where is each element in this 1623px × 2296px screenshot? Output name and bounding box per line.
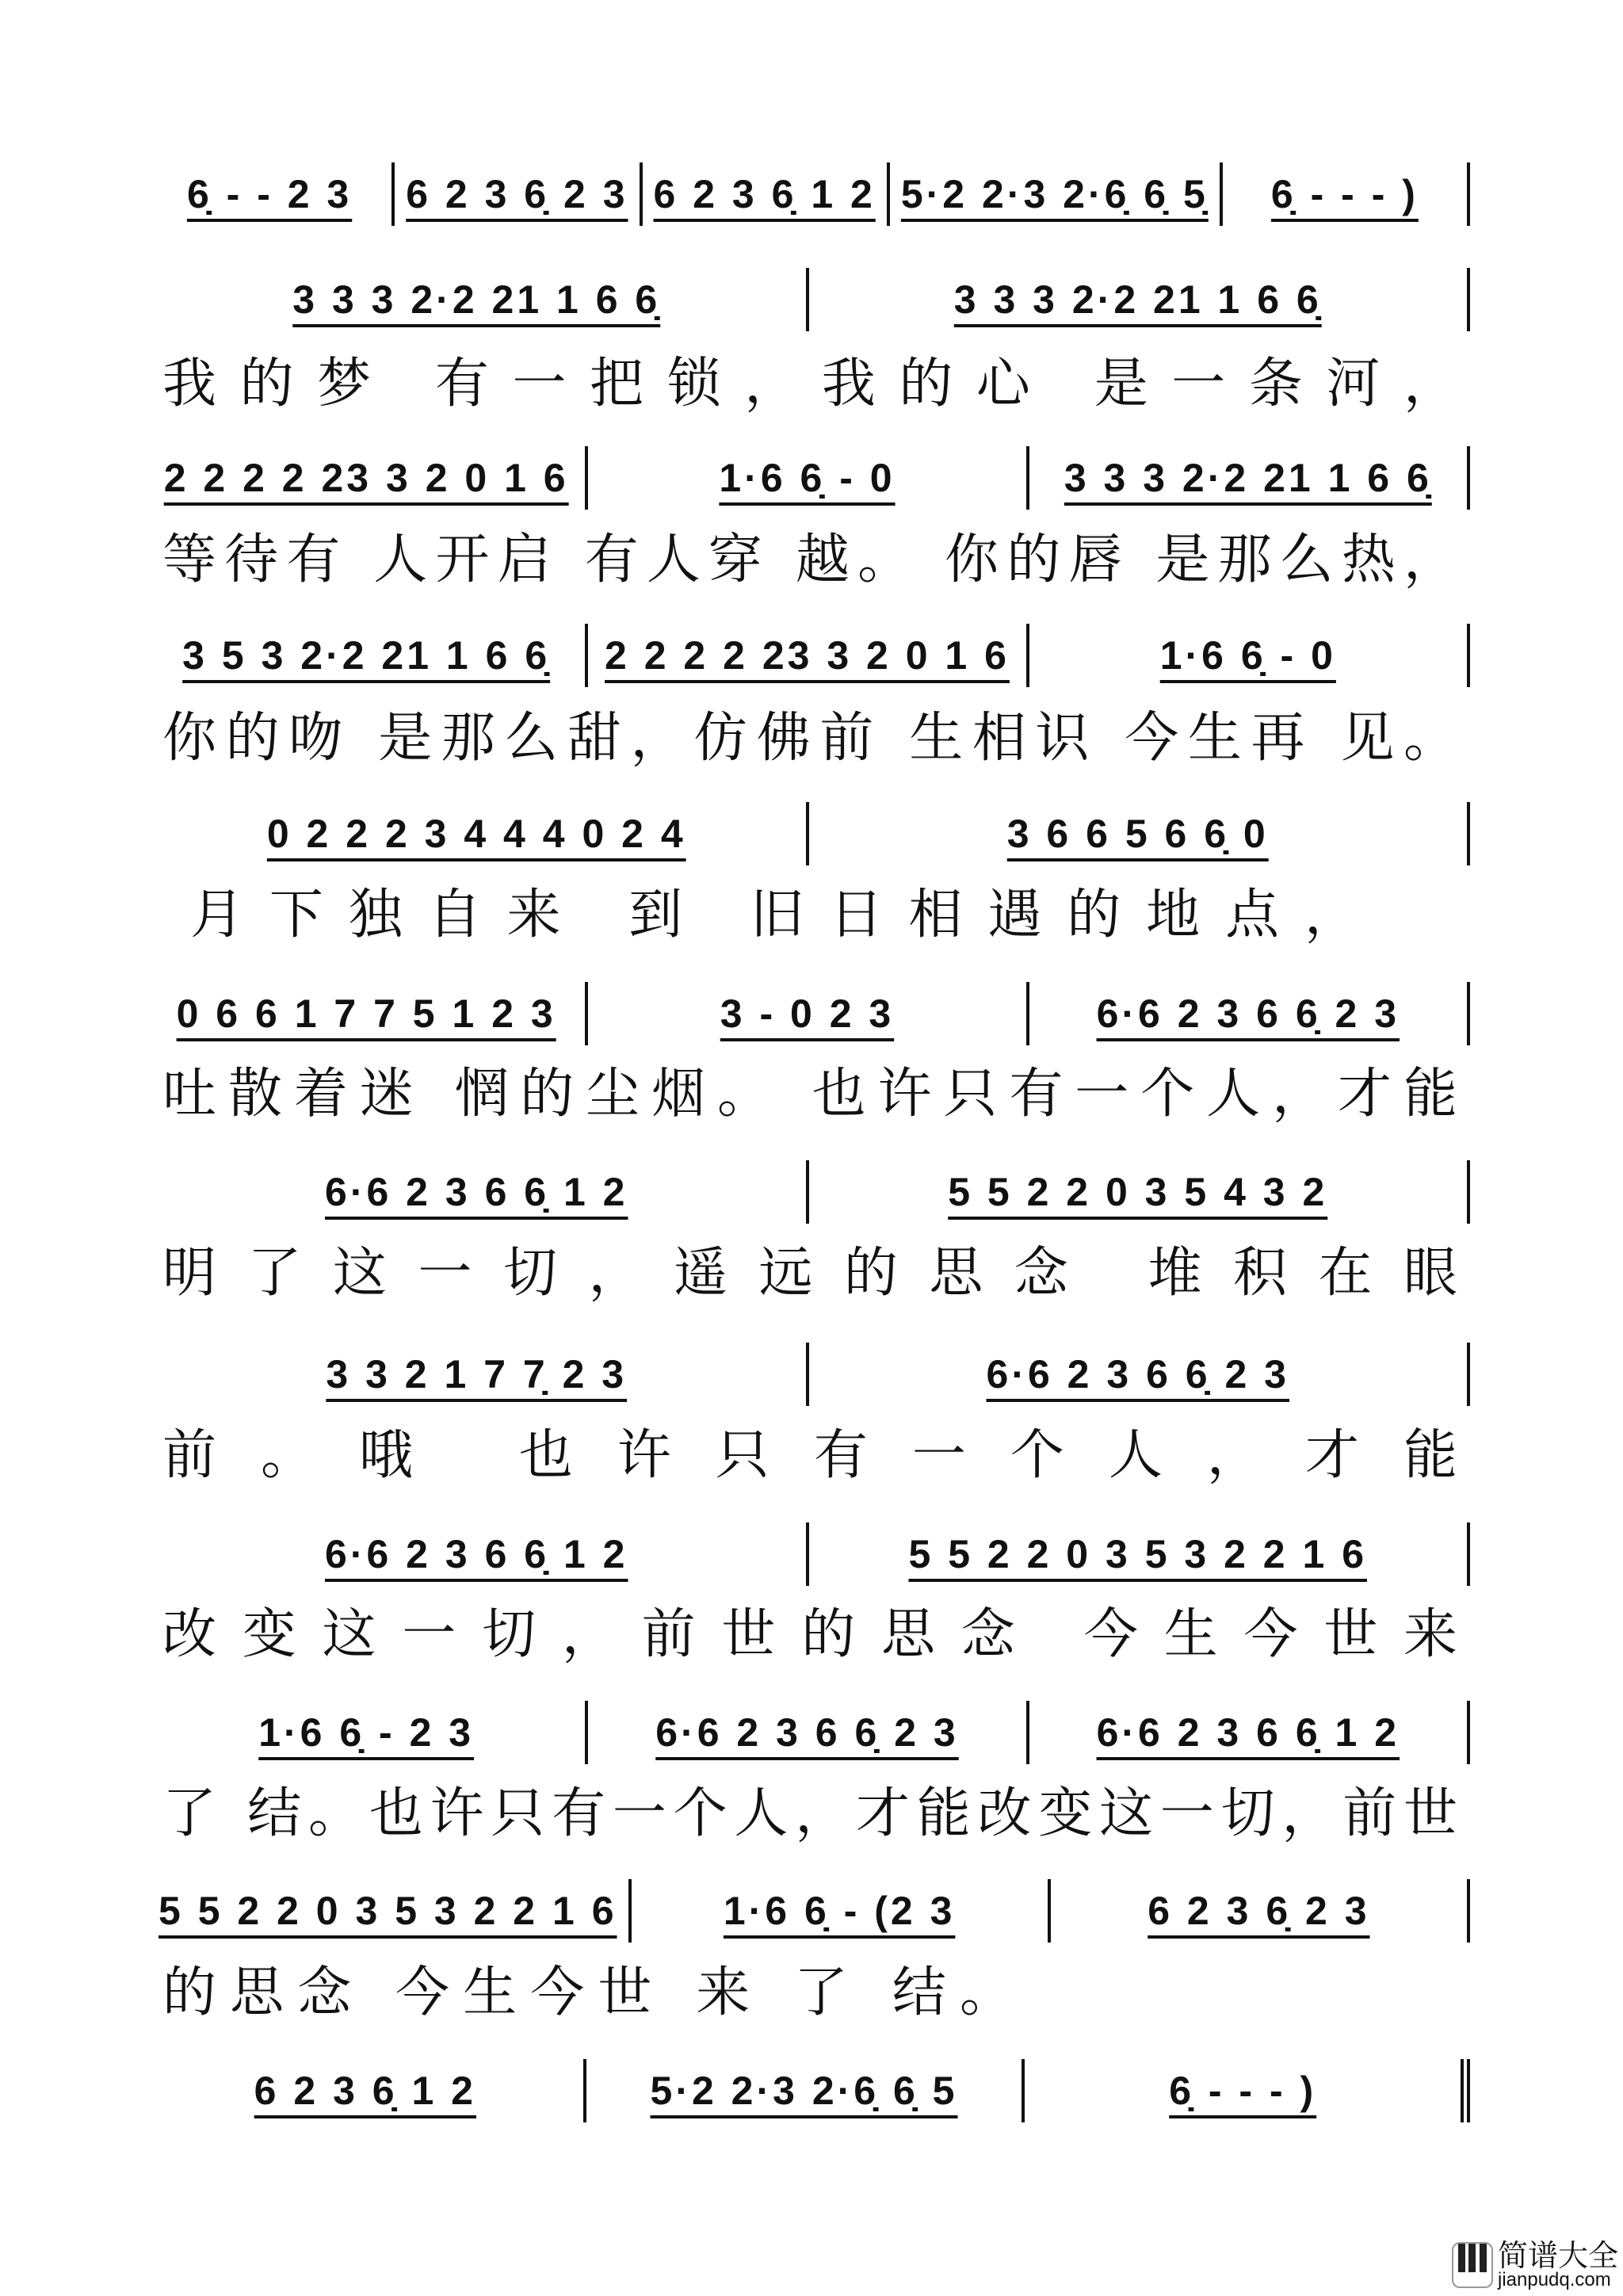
measure: 6·6 2 3 6 6̣ 2 3 [1029,982,1470,1045]
measure: 1·6 6̣ - 0 [588,446,1029,510]
notation-line-5 [158,802,1470,865]
notation-line-6 [158,982,1470,1045]
measure: 5 5 2 2 0 3 5 3 2 2 1 6 [809,1522,1471,1586]
lyric-line-6: 明了这一切，遥远的思念 堆积在眼 [162,1242,1462,1305]
measure: 6·6 2 3 6 6̣ 1 2 [158,1160,809,1224]
measure: 3 3 3 2·2 21 1 6 6̣ [809,268,1471,331]
measure: 5·2 2·3 2·6̣ 6̣ 5̣ [890,162,1223,226]
notation-line-9 [158,1522,1470,1586]
measure: 3 5 3 2·2 21 1 6 6̣ [158,624,588,687]
lyric-line-2: 等待有 人开启 有人穿 越。 你的唇 是那么热， [162,529,1462,591]
lyric-line-9: 了 结。也许只有一个人，才能改变这一切，前世 [162,1782,1462,1845]
measure: 1·6 6̣ - (2 3 [632,1879,1051,1943]
measure: 2 2 2 2 23 3 2 0 1 6 [158,446,588,510]
measure: 5 5 2 2 0 3 5 4 3 2 [809,1160,1471,1224]
measure: 6 2 3 6̣ 1 2 [158,2059,586,2122]
logo-url: jianpudq.com [1497,2269,1611,2290]
measure: 1·6 6̣ - 2 3 [158,1701,588,1764]
measure: 3 6 6 5 6 6̣ 0 [809,802,1471,865]
measure: 6 2 3 6̣ 2 3 [1051,1879,1470,1943]
measure: 0 6 6 1 7 7 5 1 2 3 [158,982,588,1045]
measure: 6 2 3 6̣ 1 2 [643,162,890,226]
lyric-line-10: 的思念 今生今世 来 了 结。 [162,1962,1018,2024]
measure: 6·6 2 3 6 6̣ 1 2 [1029,1701,1470,1764]
measure: 6·6 2 3 6 6̣ 2 3 [588,1701,1029,1764]
notation-line-1 [158,162,1470,226]
measure: 3 3 2 1 7 7̣ 2 3 [158,1343,809,1406]
lyric-line-4: 月下独自来 到 旧日相遇的地点， [190,884,1363,946]
measure: 1·6 6̣ - 0 [1029,624,1470,687]
measure: 5·2 2·3 2·6̣ 6̣ 5 [586,2059,1025,2122]
measure: 6 2 3 6̣ 2 3 [395,162,642,226]
notation-line-7 [158,1160,1470,1224]
piano-keys-icon [1452,2242,1493,2288]
lyric-line-3: 你的吻 是那么甜，仿佛前 生相识 今生再 见。 [162,707,1462,770]
site-logo [1452,2238,1618,2290]
lyric-line-1: 我的梦 有一把锁，我的心 是一条河， [162,353,1462,415]
notation-line-3 [158,446,1470,510]
lyric-line-5: 吐散着迷 惘的尘烟。 也许只有一个人，才能 [162,1063,1462,1125]
notation-line-11 [158,1879,1470,1943]
measure: 6̣ - - - ) [1025,2059,1470,2122]
logo-chinese: 简谱大全 [1497,2238,1618,2273]
measure: 3 3 3 2·2 21 1 6 6̣ [158,268,809,331]
measure: 6̣ - - - ) [1223,162,1470,226]
measure: 2 2 2 2 23 3 2 0 1 6 [588,624,1029,687]
notation-line-2 [158,268,1470,331]
measure: 0 2 2 2 3 4 4 4 0 2 4 [158,802,809,865]
notation-line-8 [158,1343,1470,1406]
measure: 6·6 2 3 6 6̣ 2 3 [809,1343,1471,1406]
measure: 3 3 3 2·2 21 1 6 6̣ [1029,446,1470,510]
notation-line-12 [158,2059,1470,2122]
notation-line-4 [158,624,1470,687]
measure: 6̣ - - 2 3 [158,162,395,226]
lyric-line-8: 改变这一切，前世的思念 今生今世来 [162,1603,1462,1666]
notation-line-10 [158,1701,1470,1764]
measure: 3 - 0 2 3 [588,982,1029,1045]
lyric-line-7: 前。哦 也许只有一个人，才能 [162,1424,1462,1487]
measure: 6·6 2 3 6 6̣ 1 2 [158,1522,809,1586]
measure: 5 5 2 2 0 3 5 3 2 2 1 6 [158,1879,632,1943]
